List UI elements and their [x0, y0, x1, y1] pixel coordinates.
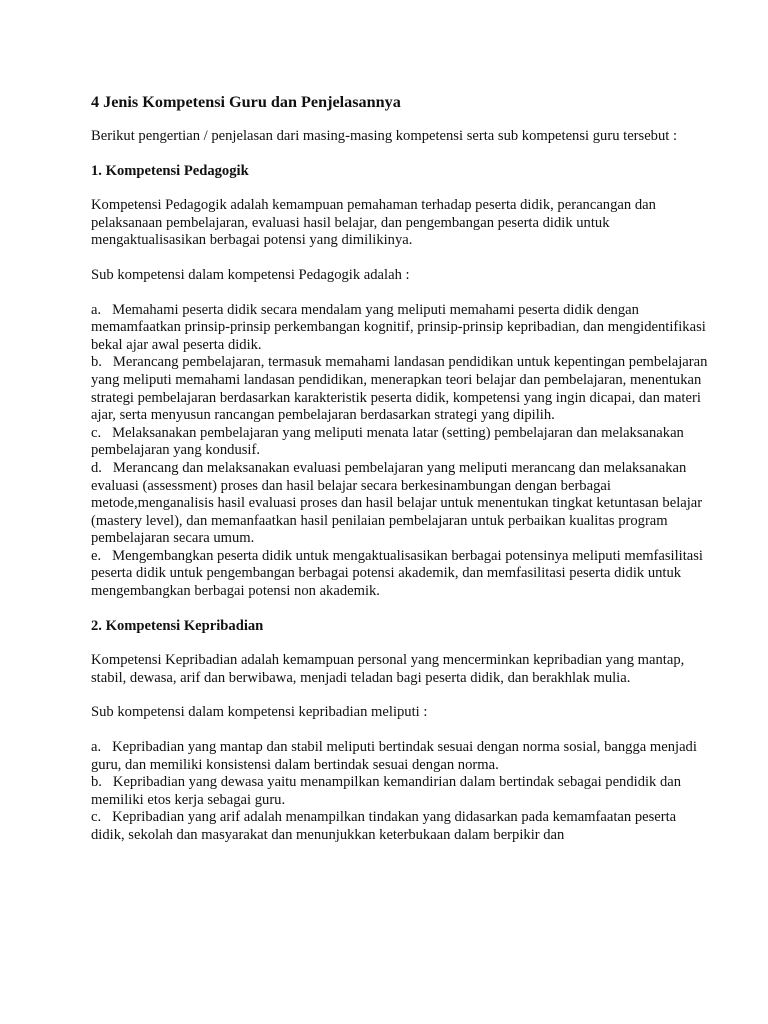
- list-marker: c.: [91, 424, 102, 441]
- list-item: [91, 739, 708, 774]
- list-item: [91, 302, 708, 355]
- list-marker: b.: [91, 354, 102, 371]
- list-item-text: Merancang pembelajaran, termasuk memahami landasan pendidikan untuk kepentingan pembelajaran yang meliputi memahami landasan pendidikan, menerapkan teori belajar dan pembelajaran, menentukan strategi pembelajaran berdasarkan karakteristik peserta didik, kompetensi yang ingin dicapai, dan materi ajar, serta menyusun rancangan pembelajaran berdasarkan strategi yang dipilih.: [91, 354, 708, 424]
- list-marker: b.: [91, 774, 102, 791]
- list-marker: c.: [91, 809, 102, 826]
- section-heading-pedagogik: 1. Kompetensi Pedagogik: [91, 162, 249, 179]
- list-item: [91, 425, 708, 460]
- section-definition-pedagogik: Kompetensi Pedagogik adalah kemampuan pemahaman terhadap peserta didik, perancangan dan pelaksanaan pembelajaran, evaluasi hasil belajar, dan pengembangan peserta didik untuk mengaktualisasikan berbagai potensi yang dimilikinya.: [91, 197, 656, 249]
- list-marker: a.: [91, 739, 102, 756]
- list-item-text: Kepribadian yang dewasa yaitu menampilkan kemandirian dalam bertindak sebagai pendidik dan memiliki etos kerja sebagai guru.: [91, 774, 682, 808]
- sub-competency-list-kepribadian: [91, 739, 708, 845]
- list-item-text: Merancang dan melaksanakan evaluasi pembelajaran yang meliputi merancang dan melaksanakan evaluasi (assessment) proses dan hasil belajar secara berkesinambungan dengan berbagai metode,menganalisis hasil evaluasi proses dan hasil belajar untuk menentukan tingkat ketuntasan belajar (mastery level), dan memanfaatkan hasil penilaian pembelajaran untuk perbaikan kualitas program pembelajaran secara umum.: [91, 459, 703, 547]
- section-definition-kepribadian: Kompetensi Kepribadian adalah kemampuan personal yang mencerminkan kepribadian yang mantap, stabil, dewasa, arif dan berwibawa, menjadi teladan bagi peserta didik, dan berakhlak mulia.: [91, 652, 685, 686]
- list-item-text: Mengembangkan peserta didik untuk mengaktualisasikan berbagai potensinya meliputi memfasilitasi peserta didik untuk pengembangan berbagai potensi akademik, dan memfasilitasi peserta didik untuk mengembangkan berbagai potensi non akademik.: [91, 547, 703, 600]
- section-heading-kepribadian: 2. Kompetensi Kepribadian: [91, 617, 264, 634]
- document-title: 4 Jenis Kompetensi Guru dan Penjelasannya: [91, 93, 401, 111]
- list-marker: a.: [91, 301, 102, 318]
- list-item: [91, 354, 708, 424]
- list-item: [91, 774, 708, 809]
- list-item: [91, 460, 708, 548]
- list-item-text: Kepribadian yang arif adalah menampilkan tindakan yang didasarkan pada kemamfaatan peserta didik, sekolah dan masyarakat dan menunjukkan keterbukaan dalam berpikir dan: [91, 809, 677, 843]
- list-item-text: Memahami peserta didik secara mendalam yang meliputi memahami peserta didik dengan memamfaatkan prinsip-prinsip perkembangan kognitif, prinsip-prinsip kepribadian, dan mengidentifikasi bekal ajar awal peserta didik.: [91, 301, 706, 353]
- sub-competency-list-pedagogik: [91, 302, 708, 601]
- list-marker: d.: [91, 459, 102, 476]
- list-item: [91, 548, 708, 601]
- list-item-text: Melaksanakan pembelajaran yang meliputi menata latar (setting) pembelajaran dan melaksanakan pembelajaran yang kondusif.: [91, 424, 684, 459]
- intro-paragraph: Berikut pengertian / penjelasan dari masing-masing kompetensi serta sub kompetensi guru tersebut :: [91, 128, 678, 144]
- list-marker: e.: [91, 547, 102, 564]
- section-sub-intro-pedagogik: Sub kompetensi dalam kompetensi Pedagogik adalah :: [91, 266, 410, 283]
- list-item: [91, 809, 708, 844]
- list-item-text: Kepribadian yang mantap dan stabil meliputi bertindak sesuai dengan norma sosial, bangga menjadi guru, dan memiliki konsistensi dalam bertindak sesuai dengan norma.: [91, 739, 697, 773]
- section-sub-intro-kepribadian: Sub kompetensi dalam kompetensi kepribadian meliputi :: [91, 704, 428, 721]
